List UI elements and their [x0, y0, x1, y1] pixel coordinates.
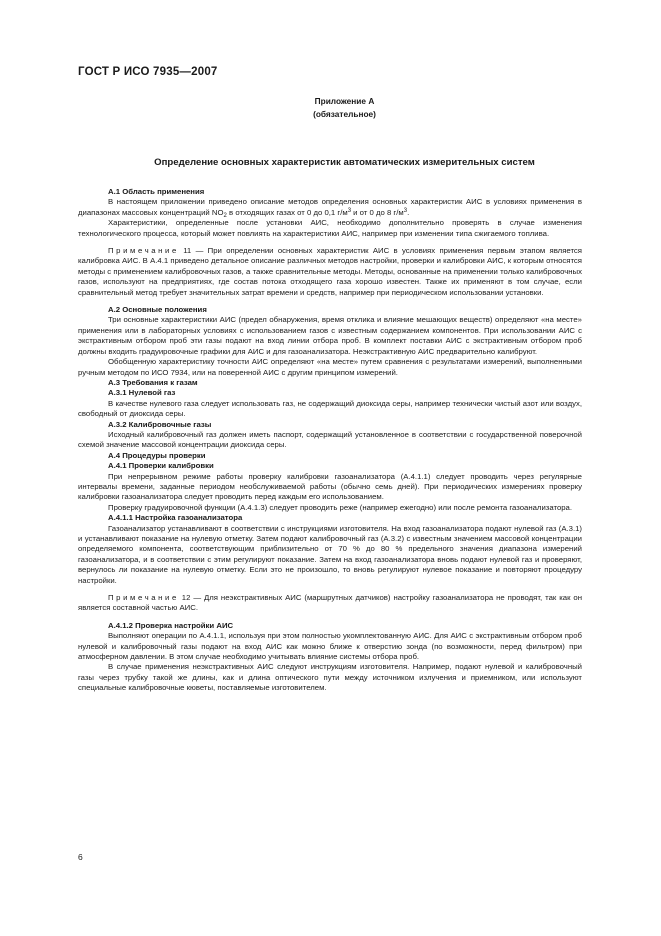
subsection-heading-a411: А.4.1.1 Настройка газоанализатора: [108, 513, 243, 523]
paragraph: Характеристики, определенные после установки АИС, необходимо дополнительно проверять в случае изменения технологического процесса, который может повлиять на характеристики АИС, например при изменении типа сжигаемого топлива.: [78, 218, 582, 238]
note-11: Примечание 11 — При определении основных характеристик АИС в условиях применения первым этапом является калибровка АИС. В А.4.1 приведено детальное описание различных методов настройки, проверки и калибровки АИС, к которым относятся методы с применением калибровочных газов, а также сравнительные методы. Методы, основанные на применении только калибровочных газов, используют на предприятиях, где состав потока отходящего газа хорошо известен. Также их применяют в том случае, если сравнительный метод требует значительных затрат времени и средств, например при периодическом использовании установки.: [78, 246, 582, 297]
paragraph: Газоанализатор устанавливают в соответствии с инструкциями изготовителя. На вход газоанализатора подают нулевой газ (А.3.1) и устанавливают показание на нулевую отметку. Затем подают калибровочный газ (А.3.2) с известным значением массовой концентрации определяемого компонента, соответствующим приблизительно от 70 % до 80 % предельного значения диапазона измерений газоанализатора, и в соответствии с этим регулируют показание. Затем на вход газоанализатора вновь подают нулевой газ и проверяют, вернулось ли показание на нулевую отметку. Если это не произошло, то вновь регулируют нулевое показание и повторяют процедуру настройки.: [78, 523, 582, 585]
paragraph: Исходный калибровочный газ должен иметь паспорт, содержащий установленное в соответствии с государственной поверочной схемой значение массовой концентрации диоксида серы.: [78, 429, 582, 450]
paragraph: Три основные характеристики АИС (предел обнаружения, время отклика и влияние мешающих веществ) определяют «на месте» применения или в лабораторных условиях с использованием газов с известным содержанием компонентов. При использовании АИС с экстрактивным отбором проб эти газы подают на вход линии отбора проб. В комплект поставки АИС с экстрактивным отбором проб должны входить градуировочные графики для АИС и для газоанализатора. Неэкстрактивную АИС предварительно калибруют.: [78, 315, 582, 356]
page-number: 6: [78, 852, 83, 862]
paragraph: В настоящем приложении приведено описание методов определения основных характеристик АИС в условиях применения в диапазонах массовых концентраций $NO_2$ в отходящих газах от 0 до 0,1 $г/м^3$ и от 0 до 8 $г/м^3$.: [78, 197, 582, 219]
paragraph: Проверку градуировочной функции (А.4.1.3) следует проводить реже (например ежегодно) или после ремонта газоанализатора.: [108, 502, 573, 512]
appendix-status: (обязательное): [313, 109, 376, 119]
appendix-label: Приложение А: [314, 96, 375, 106]
document-header: ГОСТ Р ИСО 7935—2007: [78, 66, 218, 78]
subsection-heading-a31: А.3.1 Нулевой газ: [108, 388, 176, 398]
document-body: [78, 187, 582, 694]
note-label: Примечание: [108, 246, 179, 256]
section-heading-a1: А.1 Область применения: [108, 187, 205, 196]
paragraph: В качестве нулевого газа следует использовать газ, не содержащий диоксида серы, например технически чистый азот или воздух, свободный от диоксида серы.: [78, 398, 582, 419]
paragraph: При непрерывном режиме работы проверку калибровки газоанализатора (А.4.1.1) следует проводить через регулярные интервалы времени, заданные периодом необслуживаемой работы (обычно семь дней). При периодических измерениях проверку калибровки газоанализатора следует проводить перед каждым его использованием.: [78, 471, 582, 502]
subsection-heading-a41: А.4.1 Проверки калибровки: [108, 461, 214, 471]
section-heading-a4: А.4 Процедуры проверки: [108, 450, 206, 460]
paragraph: Обобщенную характеристику точности АИС определяют «на месте» путем сравнения с результатами измерений, выполненными ручным методом по ИСО 7934, или на поверенной АИС с другим принципом измерений.: [78, 357, 582, 377]
subsection-heading-a412: А.4.1.2 Проверка настройки АИС: [108, 620, 234, 630]
note-12: Примечание 12 — Для неэкстрактивных АИС (маршрутных датчиков) настройку газоанализатора не проводят, так как он является составной частью АИС.: [78, 593, 582, 613]
section-heading-a2: А.2 Основные положения: [108, 305, 207, 315]
appendix-title: Определение основных характеристик автоматических измерительных систем: [154, 157, 535, 168]
paragraph: В случае применения неэкстрактивных АИС следуют инструкциям изготовителя. Например, подают нулевой и калибровочный газы через трубку такой же длины, как и длина оптического пути между источником излучения и приемником, или используют специальные калибровочные кюветы, поставляемые изготовителем.: [78, 662, 582, 693]
note-label: Примечание: [108, 593, 179, 603]
section-heading-a3: А.3 Требования к газам: [108, 377, 198, 387]
paragraph: Выполняют операции по А.4.1.1, используя при этом полностью укомплектованную АИС. Для АИС с экстрактивным отбором проб нулевой и калибровочный газы подают на вход АИС как можно ближе к отверстию зонда (по возможности, перед фильтром) при атмосферном давлении. В этом случае необходимо учитывать влияние системы отбора проб.: [78, 631, 582, 662]
subsection-heading-a32: А.3.2 Калибровочные газы: [108, 419, 212, 429]
